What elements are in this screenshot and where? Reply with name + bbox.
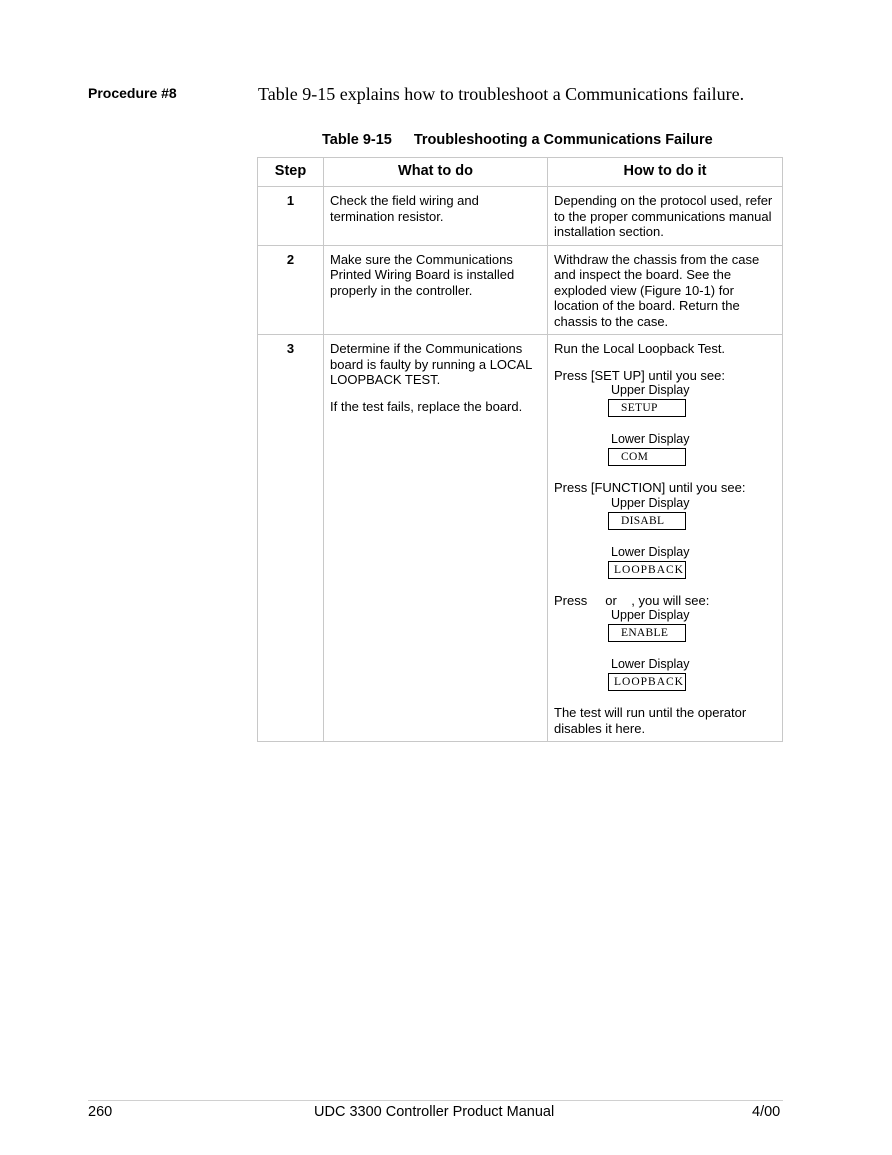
table-number: Table 9-15	[322, 132, 392, 148]
manual-title: UDC 3300 Controller Product Manual	[314, 1104, 555, 1120]
table-row	[258, 335, 783, 742]
lower-display-readout: LOOPBACK	[608, 561, 686, 579]
what-text: Check the field wiring and termination resistor.	[330, 193, 479, 224]
what-to-do-cell	[324, 245, 548, 335]
footer-date: 4/00	[752, 1104, 781, 1120]
page-number: 260	[88, 1104, 113, 1120]
header-step: Step	[258, 158, 324, 187]
lower-display-readout: COM	[608, 448, 686, 466]
footer-divider	[88, 1100, 783, 1101]
how-intro: Run the Local Loopback Test.	[554, 341, 726, 356]
step-number: 1	[258, 187, 324, 246]
instruction-text: Press or , you will see:	[554, 592, 710, 608]
header-how-to-do-it: How to do it	[548, 158, 783, 187]
instruction-text: Press [SET UP] until you see:	[554, 367, 725, 383]
table-caption	[322, 132, 713, 148]
table-title: Troubleshooting a Communications Failure	[413, 132, 713, 148]
upper-display-readout: DISABL	[608, 512, 686, 530]
lower-display-readout: LOOPBACK	[608, 673, 686, 691]
how-text: Withdraw the chassis from the case and inspect the board. See the exploded view (Figure 10-1) for location of the board. Return the chassis to the case.	[554, 251, 760, 329]
what-text: Make sure the Communications Printed Wiring Board is installed properly in the controller.	[330, 251, 515, 298]
what-text: Determine if the Communications board is faulty by running a LOCAL LOOPBACK TEST.	[330, 341, 532, 387]
upper-display-label: Upper Display	[611, 495, 690, 510]
upper-display-label: Upper Display	[611, 383, 690, 397]
table-header-row	[258, 158, 783, 187]
upper-display-label: Upper Display	[611, 608, 690, 622]
step-number: 3	[258, 335, 324, 742]
upper-display-readout: SETUP	[608, 399, 686, 417]
what-text: If the test fails, replace the board.	[330, 398, 523, 414]
lower-display-label: Lower Display	[611, 657, 690, 671]
troubleshooting-table	[257, 157, 783, 742]
how-outro: The test will run until the operator disables it here.	[554, 705, 747, 736]
step-number: 2	[258, 245, 324, 335]
upper-display-readout: ENABLE	[608, 624, 686, 642]
what-to-do-cell	[324, 335, 548, 742]
what-to-do-cell	[324, 187, 548, 246]
instruction-text: Press [FUNCTION] until you see:	[554, 480, 746, 495]
table-row	[258, 245, 783, 335]
lower-display-label: Lower Display	[611, 432, 690, 446]
how-to-do-cell	[548, 335, 783, 742]
procedure-label: Procedure #8	[88, 85, 177, 101]
how-text: Depending on the protocol used, refer to the proper communications manual installation section.	[554, 193, 773, 239]
intro-text: Table 9-15 explains how to troubleshoot a Communications failure.	[258, 84, 745, 104]
table-row	[258, 187, 783, 246]
lower-display-label: Lower Display	[611, 544, 690, 559]
how-to-do-cell	[548, 187, 783, 246]
how-to-do-cell	[548, 245, 783, 335]
header-what-to-do: What to do	[324, 158, 548, 187]
